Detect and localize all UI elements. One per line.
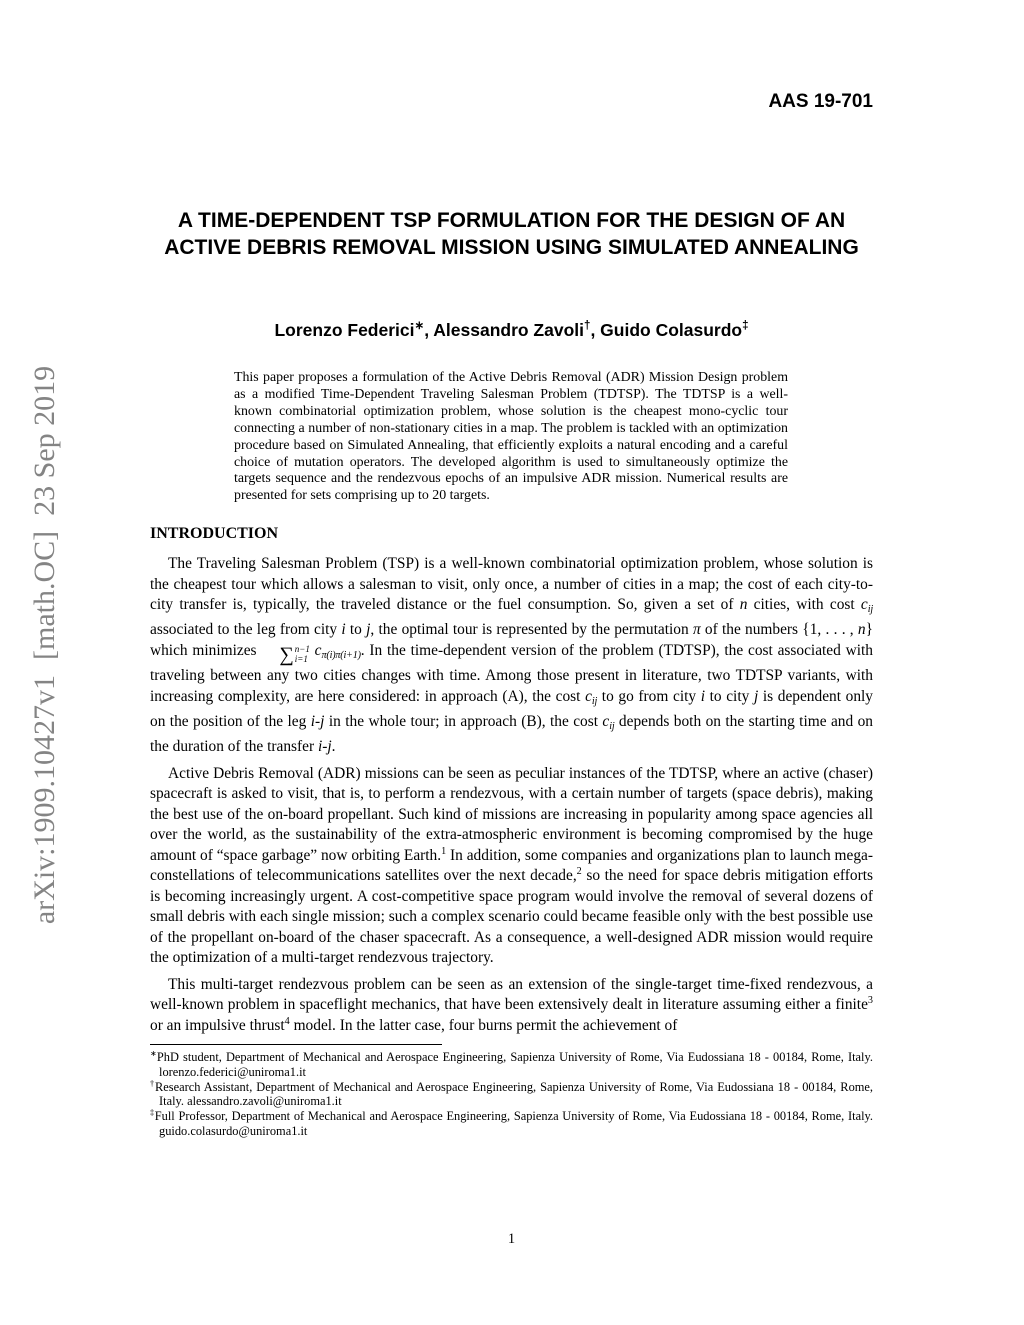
arxiv-watermark: arXiv:1909.10427v1 [math.OC] 23 Sep 2019	[28, 365, 61, 925]
paragraph-2: Active Debris Removal (ADR) missions can be seen as peculiar instances of the TDTSP, where an active (chaser) spacecraft is asked to visit, that is, to perform a rendezvous, with a certain number of targets (space debris), making the best use of the on-board propellant. Such kind of missions are increasing in popularity among space agencies all over the world, as the sustainability of the extra-atmospheric environment is becoming compromised by the huge amount of “space garbage” now orbiting Earth.$^1$ In addition, some companies and organizations plan to launch mega-constellations of telecommunications satellites over the next decade,$^2$ so the need for space debris mitigation efforts is becoming increasingly urgent. A cost-competitive space program would involve the removal of several dozens of small debris with each single mission; such a complex scenario could became feasible only with the best possible use of the propellant on-board of the chaser spacecraft. As a consequence, a well-designed ADR mission would require the optimization of a multi-target rendezvous trajectory.	[150, 764, 873, 967]
footnote-full-professor	[150, 1109, 873, 1139]
footnotes	[150, 1050, 873, 1139]
paper-title: A TIME-DEPENDENT TSP FORMULATION FOR THE DESIGN OF AN ACTIVE DEBRIS REMOVAL MISSION USING SIMULATED ANNEALING	[164, 209, 859, 259]
footnote-marker-dagger: †	[150, 1078, 156, 1088]
page-number: 1	[507, 1231, 516, 1247]
footnote-text: Research Assistant, Department of Mechanical and Aerospace Engineering, Sapienza University of Rome, Via Eudossiana 18 - 00184, Rome, Italy. alessandro.zavoli@uniroma1.it	[155, 1079, 873, 1109]
footnote-marker-double-dagger: ‡	[150, 1108, 155, 1118]
footnote-text: Full Professor, Department of Mechanical and Aerospace Engineering, Sapienza University of Rome, Via Eudossiana 18 - 00184, Rome, Italy. guido.colasurdo@uniroma1.it	[154, 1109, 873, 1138]
footnote-marker-asterisk: ∗	[150, 1048, 157, 1058]
paragraph-3: This multi-target rendezvous problem can be seen as an extension of the single-target time-fixed rendezvous, a well-known problem in spaceflight mechanics, that have been extensively dealt in literature assuming either a finite$^3$ or an impulsive thrust$^4$ model. In the latter case, four burns permit the achievement of	[150, 975, 873, 1034]
footnote-text: PhD student, Department of Mechanical and Aerospace Engineering, Sapienza University of Rome, Via Eudossiana 18 - 00184, Rome, Italy. lorenzo.federici@uniroma1.it	[156, 1050, 873, 1079]
section-heading-introduction: INTRODUCTION	[150, 525, 279, 542]
footnote-research-assistant	[150, 1080, 873, 1110]
paragraph-1: The Traveling Salesman Problem (TSP) is a well-known combinatorial optimization problem, whose solution is the cheapest tour which allows a salesman to visit, only once, a number of cities in a map; the cost of each city-to-city transfer is, typically, the traveled distance or the fuel consumption. So, given a set of n cities, with cost cij associated to the leg from city i to j, the optimal tour is represented by the permutation π of the numbers {1, . . . , n} which minimizes ∑ n−1 i=1 cπ(i)π(i+1). In the time-dependent version of the problem (TDTSP), the cost associated with traveling between any two cities changes with time. Among those present in literature, two TDTSP variants, with increasing complexity, are here considered: in approach (A), the cost cij to go from city i to city j is dependent only on the position of the leg i-j in the whole tour; in approach (B), the cost cij depends both on the starting time and on the duration of the transfer i-j.	[150, 555, 873, 756]
footnote-phd-student	[150, 1050, 873, 1080]
introduction-body	[150, 554, 873, 1042]
report-number: AAS 19-701	[768, 91, 873, 112]
footnote-divider	[150, 1044, 442, 1045]
authors-line: Lorenzo Federici∗, Alessandro Zavoli†, Guido Colasurdo‡	[274, 320, 749, 340]
abstract-text: This paper proposes a formulation of the Active Debris Removal (ADR) Mission Design problem as a modified Time-Dependent Traveling Salesman Problem (TDTSP). The TDTSP is a well-known combinatorial optimization problem, whose solution is the cheapest mono-cyclic tour connecting a number of non-stationary cities in a map. The problem is tackled with an optimization procedure based on Simulated Annealing, that efficiently exploits a natural encoding and a careful choice of mutation operators. The developed algorithm is used to simultaneously optimize the targets sequence and the rendezvous epochs of an impulsive ADR mission. Numerical results are presented for sets comprising up to 20 targets.	[234, 370, 788, 504]
